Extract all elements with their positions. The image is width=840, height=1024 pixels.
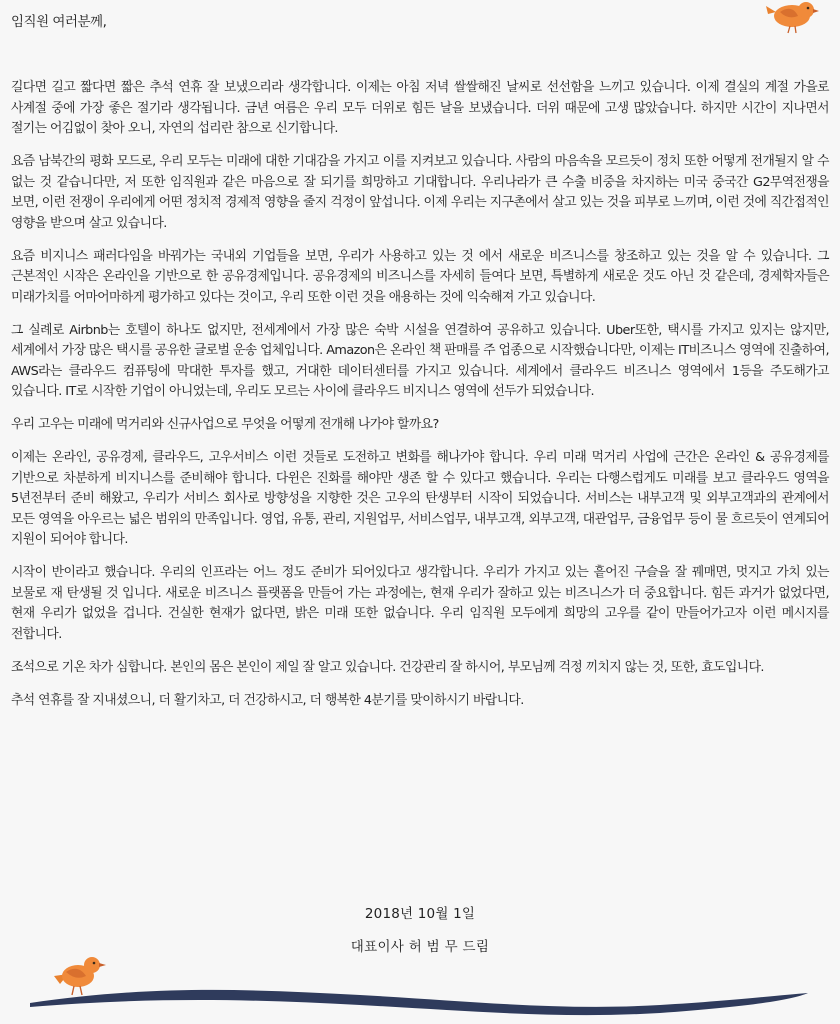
letter-paragraph: 이제는 온라인, 공유경제, 클라우드, 고우서비스 이런 것들로 도전하고 변화를 해나가야 합니다. 우리 미래 먹거리 사업에 근간은 온라인 & 공유경제를 기반으로 차분하게 비지니스를 준비해야 합니다. 다윈은 진화를 해야만 생존 할 수 있다고 했습니다. 우리는 다행스럽게도 미래를 보고 클라우드 영역을 5년전부터 준비 해왔고, 우리가 서비스 회사로 방향성을 지향한 것은 고우의 탄생부터 시작이 되었습니다. 서비스는 내부고객 및 외부고객과의 관계에서 모든 영역을 아우르는 넓은 범위의 만족입니다. 영업, 유통, 관리, 지원업무, 서비스업무, 내부고객, 외부고객, 대관업무, 금융업무 등이 물 흐르듯이 연계되어 지원이 되어야 합니다.: [11, 450, 829, 547]
letter-paragraph: 우리 고우는 미래에 먹거리와 신규사업으로 무엇을 어떻게 전개해 나가야 할까요?: [11, 417, 439, 432]
letter-paragraph: 추석 연휴를 잘 지내셨으니, 더 활기차고, 더 건강하시고, 더 행복한 4분기를 맞이하시기 바랍니다.: [11, 692, 524, 708]
orange-bird-icon: [762, 0, 822, 34]
orange-bird-icon: [52, 950, 112, 998]
letter-paragraph: 요즘 남북간의 평화 모드로, 우리 모두는 미래에 대한 기대감을 가지고 이를 지켜보고 있습니다. 사람의 마음속을 모르듯이 정치 또한 어떻게 전개될지 알 수 없는 것 같습니다만, 저 또한 임직원과 같은 마음으로 잘 되기를 희망하고 기대합니다. 우리나라가 큰 수출 비중을 차지하는 미국 중국간 G2무역전쟁을 보면, 이런 전쟁이 우리에게 어떤 정치적 경제적 영향을 줄지 걱정이 앞섭니다. 이제 우리는 지구촌에서 살고 있는 것을 피부로 느끼며, 이런 것에 직간접적인 영향을 받으며 살고 있습니다.: [11, 154, 829, 231]
letter-signature: 대표이사 허 범 무 드림: [350, 939, 490, 955]
letter-paragraph: 요즘 비지니스 패러다임을 바꿔가는 국내외 기업들을 보면, 우리가 사용하고 있는 것 에서 새로운 비즈니스를 창조하고 있는 것을 알 수 있습니다. 그 근본적인 시작은 온라인을 기반으로 한 공유경제입니다. 공유경제의 비즈니스를 자세히 들여다 보면, 특별하게 새로운 것도 아닌 것 같은데, 경제학자들은 미래가치를 어마어마하게 평가하고 있다는 것이고, 우리 또한 이런 것을 애용하는 것에 익숙해져 가고 있습니다.: [11, 248, 829, 305]
letter-paragraph: 조석으로 기온 차가 심합니다. 본인의 몸은 본인이 제일 잘 알고 있습니다. 건강관리 잘 하시어, 부모님께 걱정 끼치지 않는 것, 또한, 효도입니다.: [11, 659, 764, 675]
letter-paragraph: 길다면 길고 짧다면 짧은 추석 연휴 잘 보냈으리라 생각합니다. 이제는 아침 저녁 쌀쌀해진 날씨로 선선함을 느끼고 있습니다. 이제 결실의 계절 가을로 사계절 중에 가장 좋은 절기라 생각됩니다. 금년 여름은 우리 모두 더위로 힘든 날을 보냈습니다. 더위 때문에 고생 많았습니다. 하지만 시간이 지나면서 절기는 어김없이 찾아 오니, 자연의 섭리란 참으로 신기합니다.: [11, 80, 829, 136]
letter-body: [11, 78, 829, 724]
letter-date: 2018년 10월 1일: [364, 906, 476, 922]
letter-paragraph: 시작이 반이라고 했습니다. 우리의 인프라는 어느 정도 준비가 되어있다고 생각합니다. 우리가 가지고 있는 흩어진 구슬을 잘 꿰매면, 멋지고 가치 있는 보물로 재 탄생될 것 입니다. 새로운 비즈니스 플랫폼을 만들어 가는 과정에는, 현재 우리가 잘하고 있는 비즈니스가 더 중요합니다. 힘든 과거가 없었다면, 현재 우리가 없었을 겁니다. 건실한 현재가 없다면, 밝은 미래 또한 없습니다. 우리 임직원 모두에게 희망의 고우를 같이 만들어가고자 이런 메시지를 전합니다.: [11, 565, 829, 642]
navy-wave-icon: [0, 965, 840, 1024]
letter-paragraph: 그 실례로 Airbnb는 호텔이 하나도 없지만, 전세계에서 가장 많은 숙박 시설을 연결하여 공유하고 있습니다. Uber또한, 택시를 가지고 있지는 않지만, 세계에서 가장 많은 택시를 공유한 글로벌 운송 업체입니다. Amazon은 온라인 책 판매를 주 업종으로 시작했습니다만, 이제는 IT비즈니스 영역에 진출하여, AWS라는 클라우드 컴퓨팅에 막대한 투자를 했고, 거대한 데이터센터를 가지고 있습니다. 세계에서 클라우드 비즈니스 영역에서 1등을 주도해가고 있습니다. IT로 시작한 기업이 아니었는데, 우리도 모르는 사이에 클라우드 비지니스 영역에 선두가 되었습니다.: [11, 322, 829, 399]
letter-greeting: 임직원 여러분께,: [11, 14, 107, 30]
